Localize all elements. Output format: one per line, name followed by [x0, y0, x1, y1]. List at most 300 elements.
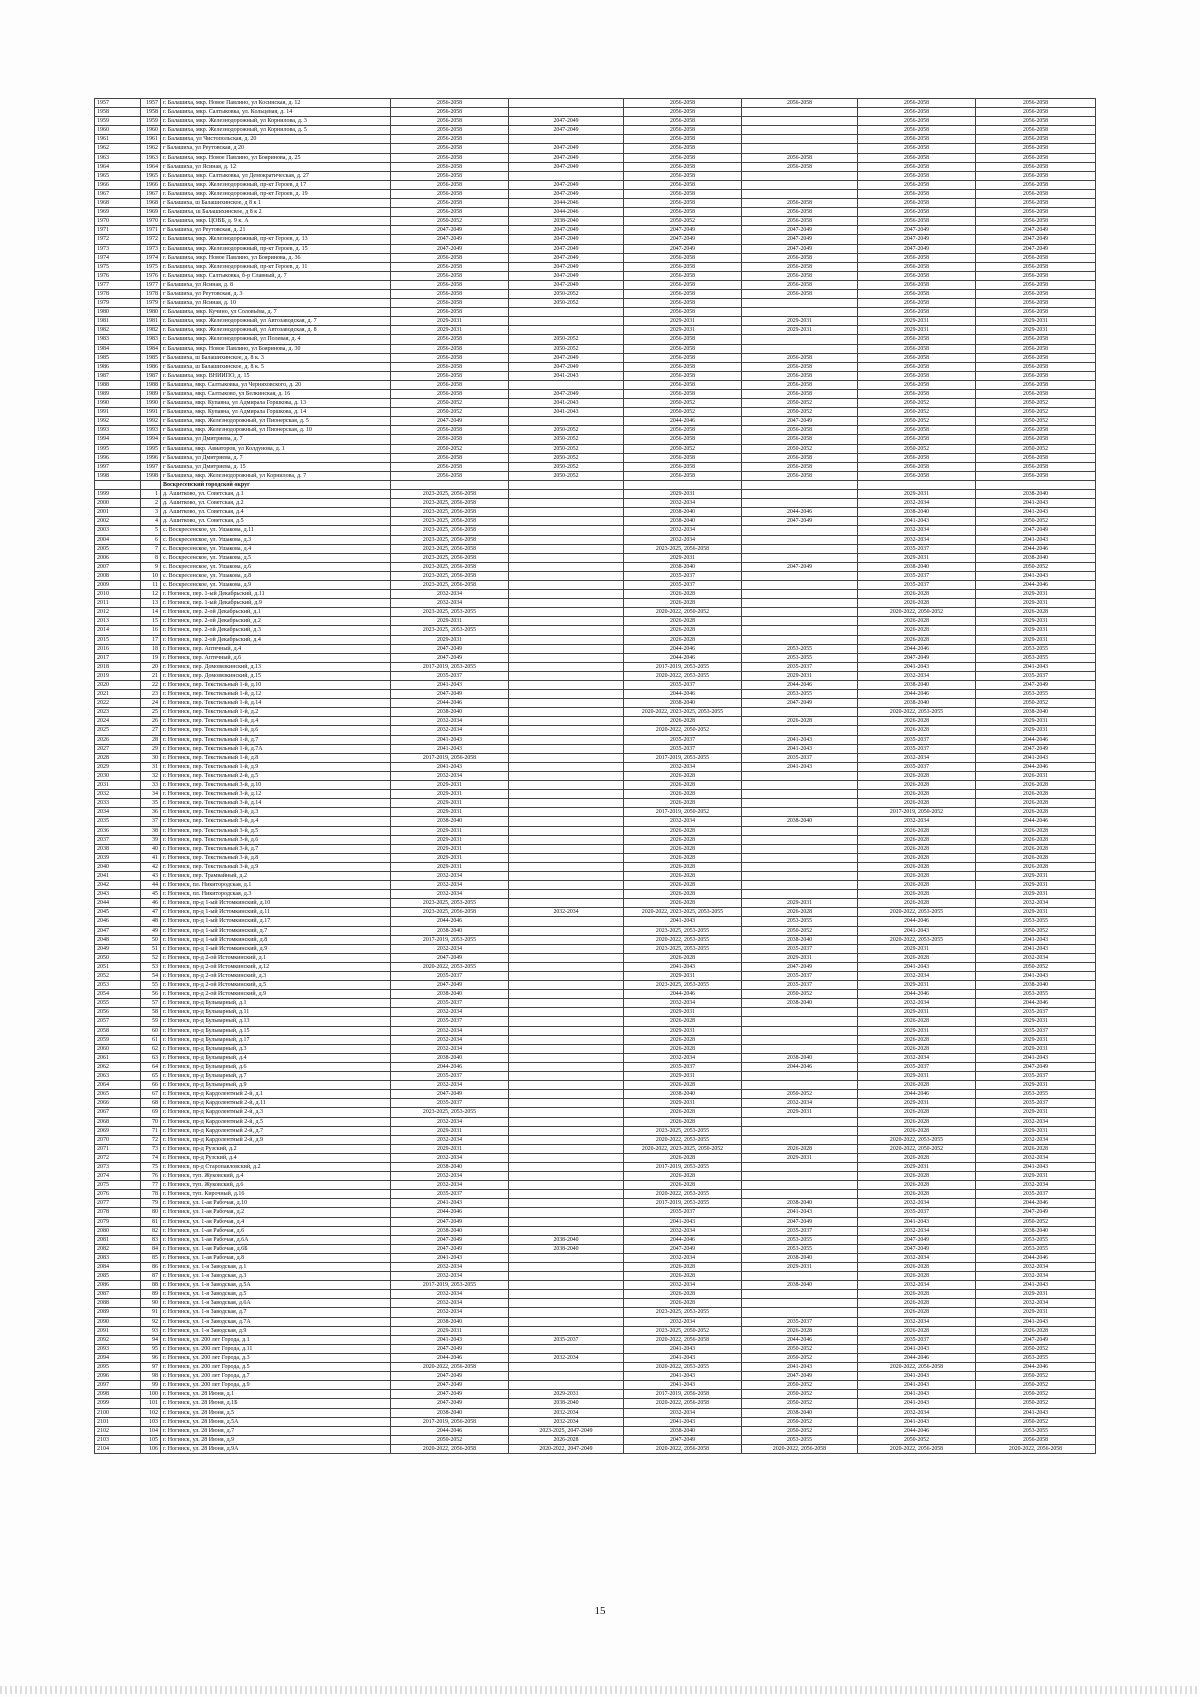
period-cell: 2050-2052	[976, 444, 1096, 453]
period-cell: 2032-2034	[976, 1135, 1096, 1144]
row-local-index: 81	[141, 1217, 161, 1226]
address-cell: г. Ногинск, пер. 1-ый Декабрьский, д.11	[161, 590, 391, 599]
address-cell: г. Ногинск, пр-д Бульварный, д.4	[161, 1053, 391, 1062]
period-cell	[742, 344, 858, 353]
row-total-index: 1968	[95, 199, 141, 208]
period-cell	[509, 308, 624, 317]
period-cell: 2032-2034	[391, 1181, 509, 1190]
period-cell: 2056-2058	[858, 171, 976, 180]
period-cell: 2050-2052	[976, 517, 1096, 526]
row-total-index: 1962	[95, 144, 141, 153]
row-total-index: 1989	[95, 390, 141, 399]
period-cell: 2056-2058	[976, 299, 1096, 308]
address-cell: г Балашиха, мкр. Железнодорожный, ул Пионерская, д. 5	[161, 417, 391, 426]
period-cell: 2047-2049	[509, 226, 624, 235]
period-cell	[742, 1126, 858, 1135]
period-cell	[509, 580, 624, 589]
period-cell: 2029-2031	[976, 626, 1096, 635]
period-cell: 2053-2055	[976, 1090, 1096, 1099]
period-cell: 2050-2052	[742, 1090, 858, 1099]
table-row	[95, 681, 1096, 690]
row-local-index: 96	[141, 1353, 161, 1362]
period-cell: 2056-2058	[976, 453, 1096, 462]
period-cell: 2041-2043	[976, 508, 1096, 517]
table-row	[95, 744, 1096, 753]
period-cell: 2047-2049	[509, 180, 624, 189]
period-cell: 2056-2058	[858, 353, 976, 362]
address-cell: г. Ногинск, пер. Текстильный 3-й, д.5	[161, 826, 391, 835]
row-total-index: 2019	[95, 671, 141, 680]
period-cell: 2026-2028	[624, 635, 742, 644]
period-cell: 2032-2034	[858, 999, 976, 1008]
period-cell: 2047-2049	[742, 244, 858, 253]
period-cell: 2053-2055	[976, 644, 1096, 653]
period-cell: 2056-2058	[391, 153, 509, 162]
row-local-index: 104	[141, 1426, 161, 1435]
address-cell: г. Ногинск, пр-д 2-ой Истомкинский, д.9	[161, 990, 391, 999]
period-cell: 2026-2028	[858, 626, 976, 635]
address-cell: г. Ногинск, пр-д 1-ый Истомкинский, д.8	[161, 935, 391, 944]
period-cell: 2038-2040	[509, 1399, 624, 1408]
period-cell: 2056-2058	[742, 162, 858, 171]
period-cell: 2038-2040	[742, 999, 858, 1008]
period-cell	[509, 517, 624, 526]
period-cell: 2047-2049	[858, 653, 976, 662]
period-cell: 2029-2031	[391, 1326, 509, 1335]
address-cell: г Балашиха, мкр. Купавна, ул Адмирала Горшкова, д. 13	[161, 399, 391, 408]
period-cell: 2044-2046	[624, 1235, 742, 1244]
period-cell: 2035-2037	[742, 662, 858, 671]
period-cell: 2047-2049	[976, 1208, 1096, 1217]
address-cell: г Балашиха, мкр. Авиаторов, ул Колдунова, д. 1	[161, 444, 391, 453]
period-cell: 2056-2058	[624, 208, 742, 217]
table-row	[95, 1444, 1096, 1453]
table-row	[95, 1435, 1096, 1444]
period-cell: 2053-2055	[742, 644, 858, 653]
address-cell: г. Балашиха, мкр. Салтыковка, ул. Кольцевая, д. 14	[161, 108, 391, 117]
address-cell: г. Ногинск, пр-д 2-ой Истомкинский, д.12	[161, 962, 391, 971]
row-total-index: 2041	[95, 871, 141, 880]
period-cell: 2050-2052	[624, 399, 742, 408]
period-cell	[742, 708, 858, 717]
period-cell: 2047-2049	[391, 953, 509, 962]
period-cell: 2029-2031	[391, 844, 509, 853]
period-cell: 2047-2049	[858, 1235, 976, 1244]
row-local-index: 73	[141, 1144, 161, 1153]
period-cell: 2026-2028	[858, 844, 976, 853]
period-cell: 2032-2034	[976, 1117, 1096, 1126]
period-cell: 2041-2043	[858, 1217, 976, 1226]
period-cell: 2029-2031	[976, 871, 1096, 880]
period-cell: 2026-2028	[858, 726, 976, 735]
period-cell: 2056-2058	[858, 153, 976, 162]
period-cell: 2032-2034	[976, 1299, 1096, 1308]
period-cell: 2041-2043	[976, 944, 1096, 953]
period-cell	[742, 1017, 858, 1026]
row-local-index: 1985	[141, 353, 161, 362]
row-total-index: 1960	[95, 126, 141, 135]
address-cell: г. Ногинск, пр-д Кардолентный 2-й, д.7	[161, 1126, 391, 1135]
period-cell: 2032-2034	[391, 1272, 509, 1281]
period-cell: 2032-2034	[624, 999, 742, 1008]
period-cell: 2029-2031	[391, 1144, 509, 1153]
period-cell: 2056-2058	[976, 435, 1096, 444]
period-cell: 2056-2058	[976, 108, 1096, 117]
row-local-index: 5	[141, 526, 161, 535]
period-cell: 2047-2049	[742, 517, 858, 526]
period-cell: 2056-2058	[976, 271, 1096, 280]
period-cell: 2056-2058	[624, 462, 742, 471]
period-cell: 2029-2031	[624, 1008, 742, 1017]
period-cell: 2026-2028	[858, 790, 976, 799]
address-cell: д. Ашитково, ул. Советская, д.4	[161, 508, 391, 517]
row-total-index: 2066	[95, 1099, 141, 1108]
address-cell: г. Ногинск, пер. Текстильный 3-й, д.9	[161, 862, 391, 871]
period-cell: 2041-2043	[624, 1217, 742, 1226]
period-cell	[742, 580, 858, 589]
period-cell	[742, 726, 858, 735]
address-cell: г. Ногинск, пр-д Рузский, д.2	[161, 1144, 391, 1153]
period-cell: 2050-2052	[742, 990, 858, 999]
period-cell: 2035-2037	[858, 580, 976, 589]
row-total-index: 2068	[95, 1117, 141, 1126]
period-cell: 2056-2058	[858, 362, 976, 371]
address-cell: г. Ногинск, пр-д 2-ой Истомкинский, д.1	[161, 953, 391, 962]
table-row	[95, 817, 1096, 826]
table-row	[95, 471, 1096, 480]
period-cell: 2044-2046	[976, 999, 1096, 1008]
period-cell: 2017-2019, 2053-2055	[624, 662, 742, 671]
period-cell: 2056-2058	[976, 253, 1096, 262]
address-cell: г. Ногинск, пр-д Бульварный, д.6	[161, 1062, 391, 1071]
row-total-index: 1980	[95, 308, 141, 317]
table-row	[95, 171, 1096, 180]
period-cell	[509, 1044, 624, 1053]
period-cell: 2056-2058	[624, 271, 742, 280]
period-cell	[509, 599, 624, 608]
period-cell	[509, 553, 624, 562]
period-cell: 2032-2034	[391, 1117, 509, 1126]
period-cell: 2026-2028	[858, 1190, 976, 1199]
period-cell: 2056-2058	[391, 117, 509, 126]
period-cell: 2035-2037	[858, 1208, 976, 1217]
period-cell	[509, 1308, 624, 1317]
period-cell: 2020-2022, 2050-2052	[858, 1144, 976, 1153]
row-total-index: 2085	[95, 1272, 141, 1281]
period-cell: 2038-2040	[391, 1317, 509, 1326]
period-cell: 2056-2058	[742, 462, 858, 471]
period-cell: 2041-2043	[742, 1208, 858, 1217]
period-cell: 2053-2055	[976, 917, 1096, 926]
address-cell: г. Ногинск, пл. Никитородская, д.3	[161, 890, 391, 899]
period-cell	[742, 308, 858, 317]
table-row	[95, 1335, 1096, 1344]
period-cell: 2056-2058	[391, 189, 509, 198]
period-cell: 2041-2043	[976, 1162, 1096, 1171]
period-cell: 2032-2034	[858, 535, 976, 544]
row-total-index: 2022	[95, 699, 141, 708]
period-cell: 2050-2052	[509, 435, 624, 444]
row-local-index: 19	[141, 653, 161, 662]
table-row	[95, 308, 1096, 317]
period-cell: 2026-2028	[624, 826, 742, 835]
table-row	[95, 590, 1096, 599]
period-cell: 2029-2031	[391, 635, 509, 644]
address-cell: г. Ногинск, пер. Текстильный 3-й, д.6	[161, 835, 391, 844]
period-cell: 2044-2046	[391, 917, 509, 926]
period-cell: 2026-2028	[858, 953, 976, 962]
row-local-index: 51	[141, 944, 161, 953]
table-row	[95, 826, 1096, 835]
period-cell: 2029-2031	[742, 1263, 858, 1272]
period-cell: 2026-2028	[858, 635, 976, 644]
period-cell: 2050-2052	[976, 1390, 1096, 1399]
period-cell: 2050-2052	[509, 335, 624, 344]
address-cell: г. Ногинск, пр-д 2-ой Истомкинский, д.3	[161, 972, 391, 981]
period-cell	[858, 480, 976, 489]
period-cell: 2032-2034	[391, 871, 509, 880]
period-cell: 2050-2052	[624, 444, 742, 453]
address-cell: г. Ногинск, пер. Текстильный 1-й, д.14	[161, 699, 391, 708]
row-local-index: 1982	[141, 326, 161, 335]
period-cell: 2029-2031	[624, 553, 742, 562]
period-cell: 2050-2052	[624, 408, 742, 417]
row-local-index: 42	[141, 862, 161, 871]
period-cell: 2026-2028	[624, 844, 742, 853]
table-row	[95, 617, 1096, 626]
table-row	[95, 235, 1096, 244]
period-cell: 2056-2058	[624, 108, 742, 117]
row-total-index: 2047	[95, 926, 141, 935]
row-total-index: 2087	[95, 1290, 141, 1299]
period-cell: 2032-2034	[976, 1272, 1096, 1281]
address-cell: г. Ногинск, пр-д Бульварный, д.7	[161, 1072, 391, 1081]
row-local-index: 35	[141, 799, 161, 808]
period-cell: 2017-2019, 2053-2055	[624, 1199, 742, 1208]
period-cell: 2029-2031	[391, 781, 509, 790]
period-cell: 2050-2052	[858, 1435, 976, 1444]
table-row	[95, 799, 1096, 808]
row-local-index: 63	[141, 1053, 161, 1062]
period-cell: 2035-2037	[391, 999, 509, 1008]
row-local-index: 71	[141, 1126, 161, 1135]
period-cell: 2029-2031	[624, 1099, 742, 1108]
period-cell: 2023-2025, 2056-2058	[391, 562, 509, 571]
period-cell: 2047-2049	[391, 244, 509, 253]
period-cell: 2026-2028	[624, 881, 742, 890]
period-cell: 2026-2028	[858, 871, 976, 880]
period-cell: 2026-2028	[858, 1181, 976, 1190]
period-cell	[509, 626, 624, 635]
row-local-index: 1971	[141, 226, 161, 235]
row-local-index: 1964	[141, 162, 161, 171]
row-local-index: 13	[141, 599, 161, 608]
row-local-index: 103	[141, 1417, 161, 1426]
period-cell: 2056-2058	[624, 153, 742, 162]
period-cell: 2050-2052	[858, 399, 976, 408]
period-cell: 2056-2058	[624, 180, 742, 189]
period-cell: 2056-2058	[976, 471, 1096, 480]
period-cell	[509, 1017, 624, 1026]
address-cell: д. Ашитково, ул. Советская, д.2	[161, 499, 391, 508]
address-cell: г. Ногинск, пер. Текстильный 1-й, д.9	[161, 762, 391, 771]
row-local-index: 62	[141, 1044, 161, 1053]
period-cell: 2050-2052	[742, 1353, 858, 1362]
period-cell: 2047-2049	[391, 1090, 509, 1099]
period-cell: 2029-2031	[624, 326, 742, 335]
period-cell: 2026-2028	[742, 717, 858, 726]
period-cell: 2035-2037	[976, 1008, 1096, 1017]
period-cell: 2026-2028	[624, 953, 742, 962]
table-row	[95, 972, 1096, 981]
period-cell: 2035-2037	[976, 1026, 1096, 1035]
period-cell: 2041-2043	[858, 926, 976, 935]
table-row	[95, 126, 1096, 135]
period-cell: 2056-2058	[624, 335, 742, 344]
period-cell: 2047-2049	[509, 144, 624, 153]
row-total-index: 1964	[95, 162, 141, 171]
address-cell: г. Балашиха, мкр. Железнодорожный, пр-кт Героев, д. 19	[161, 189, 391, 198]
period-cell	[742, 599, 858, 608]
period-cell: 2038-2040	[858, 562, 976, 571]
period-cell: 2041-2043	[391, 744, 509, 753]
row-local-index: 85	[141, 1253, 161, 1262]
period-cell	[509, 499, 624, 508]
row-local-index: 1983	[141, 335, 161, 344]
address-cell: г. Ногинск, ул. 1-я Заводская, д.9	[161, 1326, 391, 1335]
period-cell: 2056-2058	[976, 335, 1096, 344]
period-cell: 2056-2058	[742, 199, 858, 208]
period-cell	[509, 826, 624, 835]
row-local-index: 1973	[141, 244, 161, 253]
period-cell: 2041-2043	[858, 962, 976, 971]
capital-repair-schedule-table	[94, 98, 1096, 1454]
address-cell: г. Ногинск, ул. 1-ая Рабочая, д.6Б	[161, 1244, 391, 1253]
row-local-index: 39	[141, 835, 161, 844]
period-cell: 2032-2034	[624, 762, 742, 771]
period-cell: 2044-2046	[976, 817, 1096, 826]
row-local-index: 57	[141, 999, 161, 1008]
period-cell: 2056-2058	[624, 171, 742, 180]
period-cell: 2041-2043	[976, 535, 1096, 544]
period-cell: 2056-2058	[391, 271, 509, 280]
period-cell: 2053-2055	[976, 690, 1096, 699]
row-total-index: 2013	[95, 617, 141, 626]
period-cell: 2029-2031	[858, 981, 976, 990]
row-local-index: 97	[141, 1363, 161, 1372]
table-row	[95, 881, 1096, 890]
period-cell: 2026-2028	[624, 862, 742, 871]
row-local-index: 105	[141, 1435, 161, 1444]
period-cell: 2026-2028	[858, 853, 976, 862]
period-cell	[509, 1081, 624, 1090]
period-cell: 2035-2037	[391, 1190, 509, 1199]
table-row	[95, 1217, 1096, 1226]
table-row	[95, 253, 1096, 262]
table-row	[95, 462, 1096, 471]
period-cell	[976, 480, 1096, 489]
row-local-index: 70	[141, 1117, 161, 1126]
row-local-index: 12	[141, 590, 161, 599]
period-cell: 2041-2043	[858, 1381, 976, 1390]
address-cell: г. Ногинск, пер. Текстильный 1-й, д.6	[161, 726, 391, 735]
period-cell: 2029-2031	[742, 317, 858, 326]
period-cell: 2056-2058	[391, 453, 509, 462]
period-cell: 2056-2058	[742, 253, 858, 262]
period-cell: 2044-2046	[976, 544, 1096, 553]
period-cell: 2056-2058	[976, 180, 1096, 189]
row-local-index: 78	[141, 1190, 161, 1199]
row-total-index: 2044	[95, 899, 141, 908]
address-cell: г. Балашиха, ш Балашихинское, д 8 к 2	[161, 208, 391, 217]
period-cell: 2041-2043	[624, 1417, 742, 1426]
address-cell: г. Ногинск, пер. Текстильный 3-й, д.10	[161, 781, 391, 790]
period-cell	[509, 962, 624, 971]
row-total-index: 1977	[95, 280, 141, 289]
row-total-index: 2076	[95, 1190, 141, 1199]
period-cell: 2050-2052	[976, 417, 1096, 426]
period-cell: 2026-2028	[976, 799, 1096, 808]
period-cell: 2026-2028	[624, 771, 742, 780]
row-total-index: 2071	[95, 1144, 141, 1153]
period-cell: 2038-2040	[858, 681, 976, 690]
table-row	[95, 662, 1096, 671]
period-cell: 2047-2049	[391, 981, 509, 990]
table-row	[95, 735, 1096, 744]
period-cell: 2032-2034	[624, 1317, 742, 1326]
period-cell	[742, 108, 858, 117]
row-local-index: 53	[141, 962, 161, 971]
address-cell: г. Ногинск, туп. Жуковский, д.4	[161, 1172, 391, 1181]
period-cell: 2056-2058	[976, 217, 1096, 226]
period-cell	[509, 1190, 624, 1199]
row-local-index: 1984	[141, 344, 161, 353]
address-cell: г. Ногинск, пр-д 2-ой Истомкинский, д.5	[161, 981, 391, 990]
period-cell: 2056-2058	[624, 353, 742, 362]
period-cell: 2026-2028	[624, 1181, 742, 1190]
period-cell	[742, 1299, 858, 1308]
period-cell: 2056-2058	[976, 344, 1096, 353]
period-cell: 2056-2058	[624, 280, 742, 289]
period-cell: 2023-2025, 2053-2055	[624, 926, 742, 935]
period-cell: 2032-2034	[858, 1408, 976, 1417]
period-cell	[509, 562, 624, 571]
period-cell: 2056-2058	[742, 217, 858, 226]
period-cell: 2038-2040	[742, 817, 858, 826]
period-cell: 2044-2046	[742, 1335, 858, 1344]
row-local-index: 8	[141, 553, 161, 562]
row-local-index: 1962	[141, 144, 161, 153]
address-cell: г. Ногинск, ул. 28 Июня, д.9	[161, 1435, 391, 1444]
period-cell: 2056-2058	[858, 144, 976, 153]
period-cell	[509, 571, 624, 580]
period-cell: 2056-2058	[391, 462, 509, 471]
period-cell	[742, 890, 858, 899]
address-cell: г. Ногинск, пр-д Кардолентный 2-й, д.1	[161, 1090, 391, 1099]
address-cell: г. Балашиха, мкр. Железнодорожный, пр-кт Героев, д. 11	[161, 262, 391, 271]
period-cell: 2056-2058	[858, 344, 976, 353]
period-cell: 2032-2034	[391, 590, 509, 599]
period-cell: 2029-2031	[976, 1108, 1096, 1117]
period-cell: 2041-2043	[509, 371, 624, 380]
period-cell: 2047-2049	[742, 562, 858, 571]
table-row	[95, 1244, 1096, 1253]
row-local-index: 65	[141, 1072, 161, 1081]
period-cell: 2056-2058	[976, 99, 1096, 108]
period-cell: 2038-2040	[976, 553, 1096, 562]
period-cell: 2029-2031	[391, 835, 509, 844]
period-cell: 2050-2052	[858, 417, 976, 426]
